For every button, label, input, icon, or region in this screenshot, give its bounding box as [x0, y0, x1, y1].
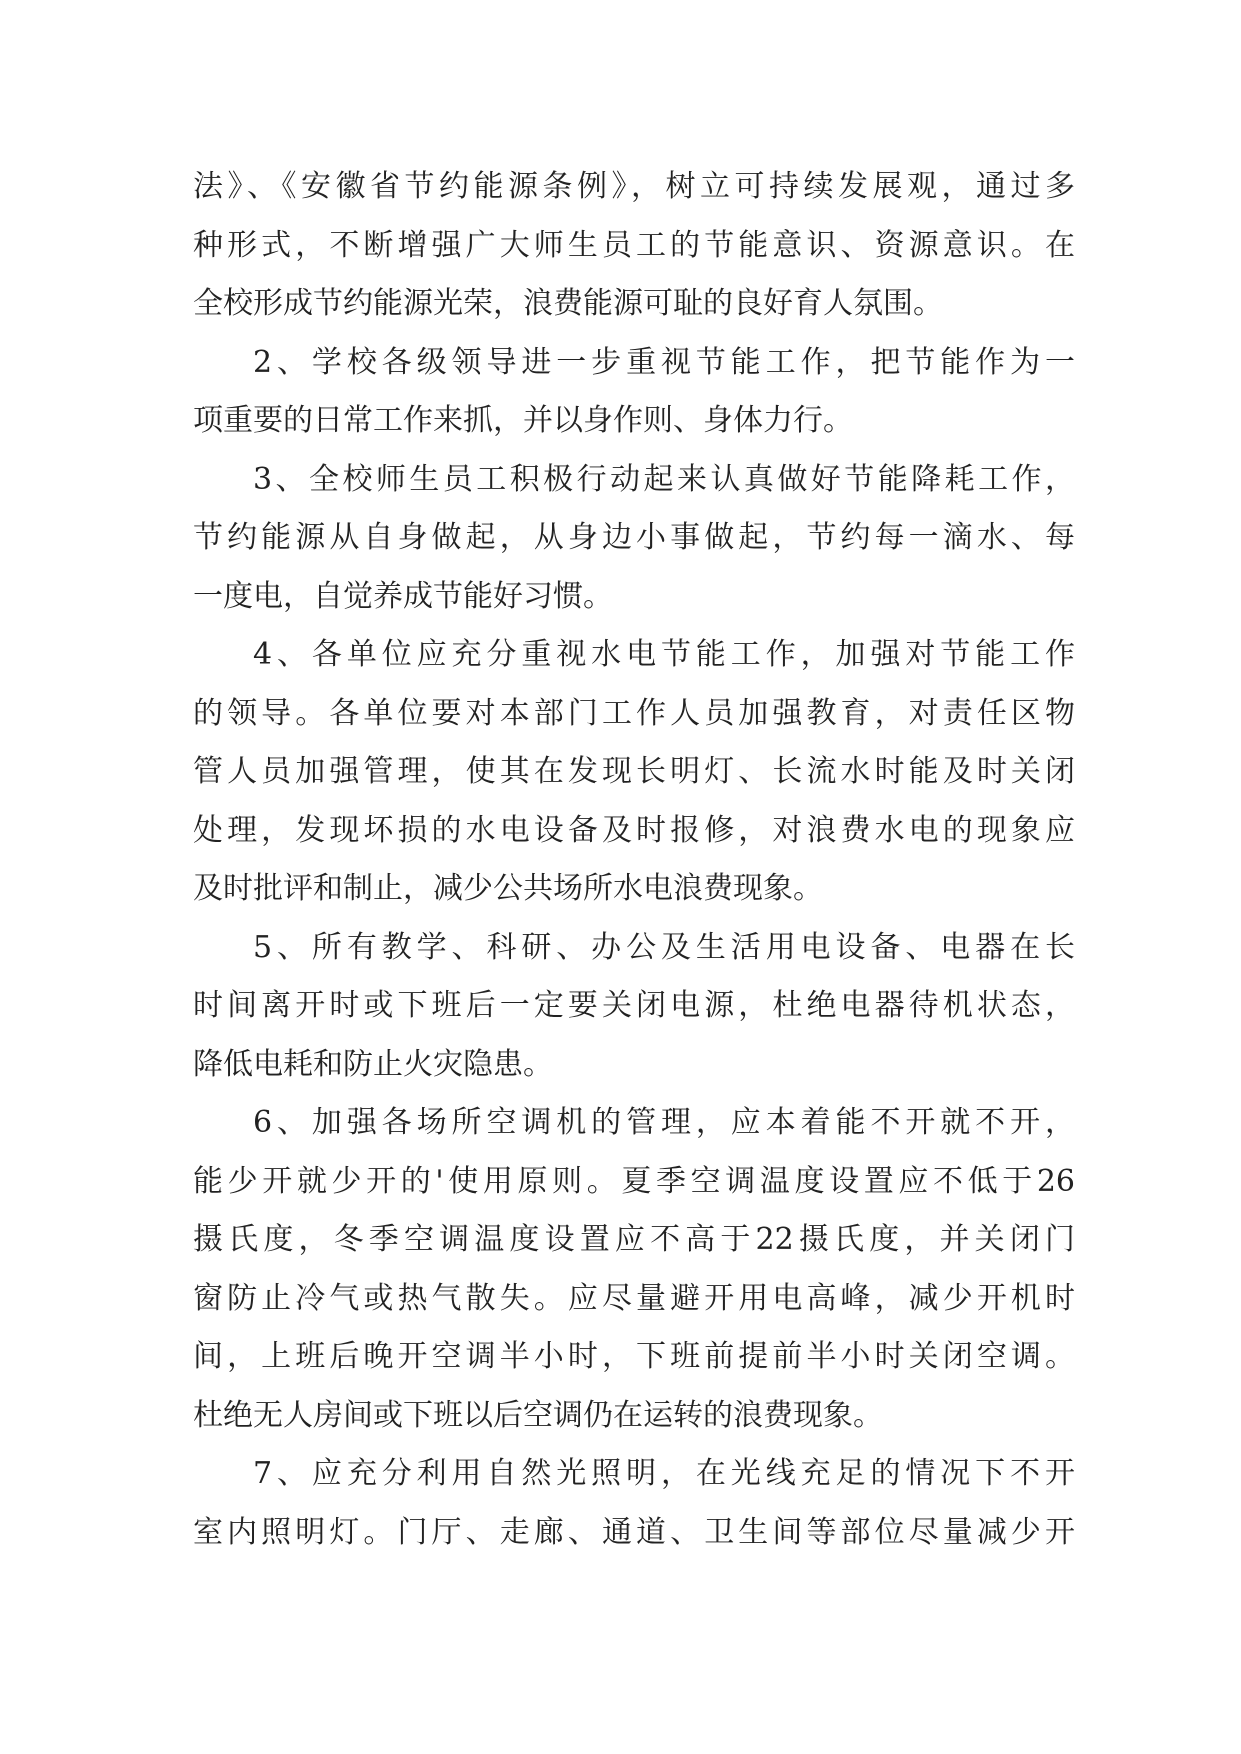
paragraph-item-6	[193, 1094, 1075, 1445]
text-line: 室内照明灯。门厅、走廊、通道、卫生间等部位尽量减少开	[193, 1514, 1075, 1550]
paragraph-item-5	[193, 919, 1075, 1095]
text-line: 全校形成节约能源光荣，浪费能源可耻的良好育人氛围。	[193, 286, 943, 321]
text-line: 管人员加强管理，使其在发现长明灯、长流水时能及时关闭	[193, 754, 1075, 789]
text-line: 4、各单位应充分重视水电节能工作，加强对节能工作	[253, 637, 1075, 672]
text-line: 一度电，自觉养成节能好习惯。	[193, 578, 613, 614]
text-line: 种形式，不断增强广大师生员工的节能意识、资源意识。在	[193, 227, 1075, 263]
text-line: 6、加强各场所空调机的管理，应本着能不开就不开，	[253, 1105, 1075, 1140]
text-line: 降低电耗和防止火灾隐患。	[193, 1046, 553, 1082]
document-body	[193, 158, 1075, 1562]
text-line: 3、全校师生员工积极行动起来认真做好节能降耗工作，	[253, 461, 1075, 497]
paragraph-item-2	[193, 334, 1075, 451]
text-line: 项重要的日常工作来抓，并以身作则、身体力行。	[193, 403, 853, 438]
text-line: 摄氏度，冬季空调温度设置应不高于22摄氏度，并关闭门	[193, 1222, 1075, 1257]
text-line: 节约能源从自身做起，从身边小事做起，节约每一滴水、每	[193, 520, 1075, 555]
paragraph-continued	[193, 158, 1075, 334]
text-line: 处理，发现坏损的水电设备及时报修，对浪费水电的现象应	[193, 812, 1075, 848]
text-line: 5、所有教学、科研、办公及生活用电设备、电器在长	[253, 929, 1075, 965]
text-line: 杜绝无人房间或下班以后空调仍在运转的浪费现象。	[193, 1397, 883, 1433]
text-line: 间，上班后晚开空调半小时，下班前提前半小时关闭空调。	[193, 1339, 1075, 1374]
paragraph-item-3	[193, 451, 1075, 627]
text-line: 窗防止冷气或热气散失。应尽量避开用电高峰，减少开机时	[193, 1280, 1075, 1316]
paragraph-item-7	[193, 1445, 1075, 1562]
text-line: 的领导。各单位要对本部门工作人员加强教育，对责任区物	[193, 695, 1075, 731]
text-line: 及时批评和制止，减少公共场所水电浪费现象。	[193, 871, 823, 906]
text-line: 7、应充分利用自然光照明，在光线充足的情况下不开	[253, 1456, 1075, 1491]
text-line: 能少开就少开的'使用原则。夏季空调温度设置应不低于26	[193, 1163, 1075, 1199]
text-line: 2、学校各级领导进一步重视节能工作，把节能作为一	[253, 344, 1075, 380]
text-line: 法》、《安徽省节约能源条例》，树立可持续发展观，通过多	[193, 169, 1075, 204]
text-line: 时间离开时或下班后一定要关闭电源，杜绝电器待机状态，	[193, 988, 1075, 1023]
paragraph-item-4	[193, 626, 1075, 919]
